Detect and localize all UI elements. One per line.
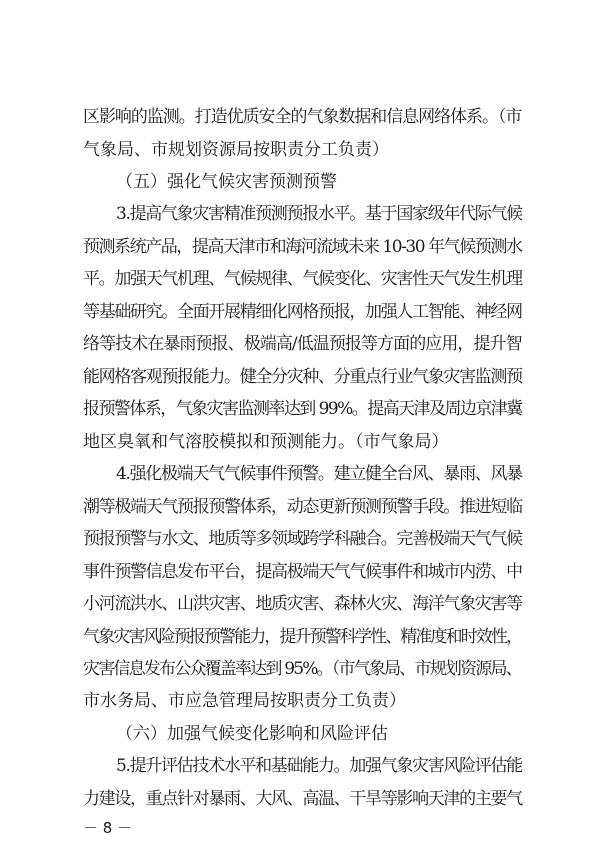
- paragraph-line: 气象灾害风险预报预警能力，提升预警科学性、精准度和时效性，: [83, 627, 522, 647]
- paragraph-line: 络等技术在暴雨预报、极端高/低温预报等方面的应用，提升智: [83, 334, 522, 354]
- paragraph-line: 预测系统产品，提高天津市和海河流域未来 10-30 年气候预测水: [83, 237, 522, 257]
- section-heading: （六）加强气候变化影响和风险评估: [116, 724, 388, 744]
- paragraph-line: 潮等极端天气预报预警体系，动态更新预测预警手段。推进短临: [83, 497, 522, 517]
- paragraph-line: 小河流洪水、山洪灾害、地质灾害、森林火灾、海洋气象灾害等: [83, 594, 522, 614]
- paragraph-line: 5.提升评估技术水平和基础能力。加强气象灾害风险评估能: [116, 756, 522, 776]
- paragraph-line: 3.提高气象灾害精准预测预报水平。基于国家级年代际气候: [116, 204, 522, 224]
- page-number: － 8 －: [83, 819, 133, 837]
- paragraph-line: 灾害信息发布公众覆盖率达到 95%。（市气象局、市规划资源局、: [83, 659, 521, 679]
- paragraph-line: 报预警体系，气象灾害监测率达到 99%。提高天津及周边京津冀: [83, 399, 522, 419]
- paragraph-line: 区影响的监测。打造优质安全的气象数据和信息网络体系。（市: [83, 107, 522, 127]
- paragraph-line: 力建设，重点针对暴雨、大风、高温、干旱等影响天津的主要气: [83, 789, 522, 809]
- paragraph-line: 4.强化极端天气气候事件预警。建立健全台风、暴雨、风暴: [116, 464, 522, 484]
- paragraph-line: 市水务局、市应急管理局按职责分工负责）: [83, 691, 406, 711]
- paragraph-line: 事件预警信息发布平台，提高极端天气气候事件和城市内涝、中: [83, 562, 522, 582]
- section-heading: （五）强化气候灾害预测预警: [116, 172, 337, 192]
- paragraph-line: 地区臭氧和气溶胶模拟和预测能力。（市气象局）: [83, 432, 449, 452]
- paragraph-line: 能网格客观预报能力。健全分灾种、分重点行业气象灾害监测预: [83, 367, 522, 387]
- paragraph-line: 预报预警与水文、地质等多领域跨学科融合。完善极端天气气候: [83, 529, 522, 549]
- paragraph-line: 气象局、市规划资源局按职责分工负责）: [83, 140, 389, 160]
- paragraph-line: 等基础研究。全面开展精细化网格预报，加强人工智能、神经网: [83, 302, 522, 322]
- paragraph-line: 平。加强天气机理、气候规律、气候变化、灾害性天气发生机理: [83, 269, 522, 289]
